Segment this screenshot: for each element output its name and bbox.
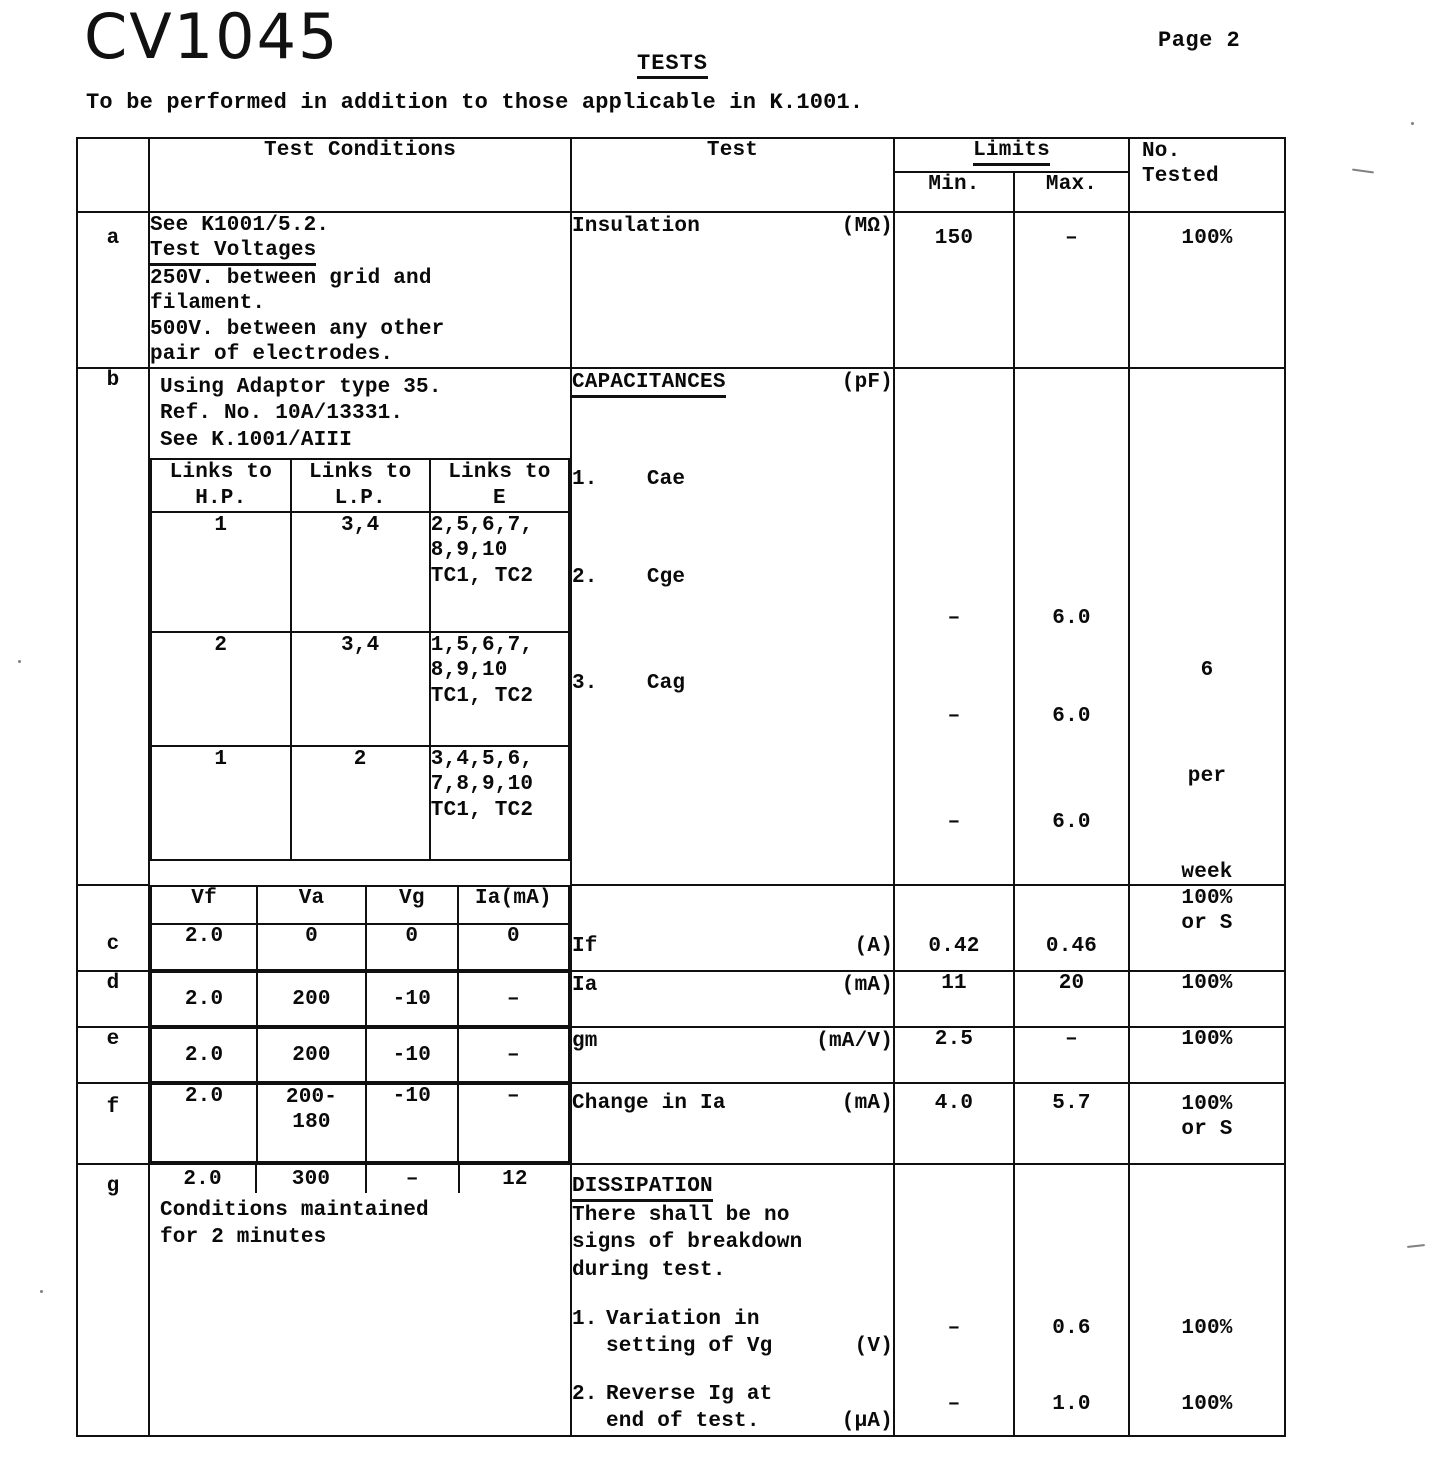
- dissipation-item-2-no-tested: 100%: [1181, 1393, 1233, 1417]
- links-row1-hp: 1: [151, 512, 291, 632]
- row-c-min: 0.42: [894, 885, 1014, 971]
- row-c-vf: 2.0: [151, 924, 257, 970]
- row-ref-g: g: [77, 1164, 149, 1436]
- row-b-no-tested-line2: per: [1187, 765, 1227, 789]
- cdef-header-va: Va: [257, 886, 366, 924]
- dissipation-item-1-line2: setting of Vg: [606, 1335, 773, 1359]
- row-e-test-unit: (mA/V): [816, 1030, 893, 1054]
- row-f-no-tested-line1: 100%: [1181, 1093, 1233, 1117]
- cdef-header-vg: Vg: [366, 886, 458, 924]
- table-header-row: [77, 138, 1285, 172]
- links-header-row: [151, 459, 569, 511]
- cdef-header-ia: Ia(mA): [458, 886, 569, 924]
- row-e-va: 200: [257, 1028, 366, 1082]
- row-d-vf: 2.0: [151, 972, 257, 1026]
- row-a-no-tested: 100%: [1129, 212, 1285, 368]
- links-row1-lp: 3,4: [291, 512, 430, 632]
- cap-item-1-no: 1.: [572, 468, 598, 492]
- header-cell-test: Test: [571, 138, 894, 212]
- row-a-min: 150: [894, 212, 1014, 368]
- row-g-value-strip: [150, 1165, 570, 1193]
- row-f-test-name: Change in Ia: [572, 1092, 726, 1116]
- row-g-test-line2: signs of breakdown: [572, 1231, 803, 1255]
- row-e-vf: 2.0: [151, 1028, 257, 1082]
- header-cell-blank: [77, 138, 149, 212]
- cap-item-3-max: 6.0: [1052, 811, 1091, 835]
- document-subtitle: To be performed in addition to those applicable in K.1001.: [86, 90, 864, 115]
- row-d-vg: -10: [366, 972, 458, 1026]
- row-a-conditions: [149, 212, 571, 368]
- row-e-subtable: [150, 1027, 570, 1083]
- links-row-3: [151, 746, 569, 860]
- row-b-no-tested-line1: 6: [1200, 659, 1214, 683]
- links-hp-header: [151, 459, 291, 511]
- row-g-min-col: [894, 1164, 1014, 1436]
- row-f-va-line1: 200-: [285, 1086, 338, 1110]
- row-d-values: [151, 972, 569, 1026]
- row-c-no-tested: [1129, 885, 1285, 971]
- cap-item-2-name: Cge: [646, 566, 686, 590]
- links-row2-e-line2: 8,9,10: [430, 659, 508, 683]
- row-c-no-tested-line2: or S: [1181, 912, 1233, 936]
- dissipation-item-2-unit: (μA): [841, 1409, 893, 1433]
- cdef-subtable: [150, 885, 570, 971]
- header-cell-no-tested: [1129, 138, 1285, 212]
- scan-speckle: [18, 660, 21, 663]
- row-c-test-name: If: [572, 934, 598, 958]
- header-no-tested-line1: No.: [1142, 140, 1181, 163]
- row-a-test-name: Insulation: [572, 215, 701, 238]
- row-g-va: 300: [257, 1165, 367, 1193]
- table-row-f: [77, 1083, 1285, 1164]
- row-d-test-name: Ia: [572, 974, 598, 998]
- tests-table: [76, 137, 1286, 1437]
- table-row-c: [77, 885, 1285, 971]
- row-g-vf: 2.0: [150, 1165, 257, 1193]
- row-f-vg: -10: [366, 1084, 458, 1162]
- cap-item-1-min: –: [947, 607, 961, 631]
- links-row2-e-line1: 1,5,6,7,: [430, 633, 534, 657]
- row-e-test-name: gm: [572, 1030, 598, 1054]
- row-a-cond-heading: [150, 238, 570, 266]
- row-a-test: [571, 212, 894, 368]
- row-a-cond-line2: 250V. between grid and: [150, 267, 432, 291]
- row-d-no-tested: 100%: [1129, 971, 1285, 1027]
- scan-speckle: [1411, 122, 1414, 125]
- tests-section-heading: TESTS: [637, 52, 708, 79]
- row-d-test-unit: (mA): [841, 974, 893, 998]
- links-lp-line2: L.P.: [334, 486, 386, 510]
- row-f-test-unit: (mA): [841, 1092, 893, 1116]
- row-c-max: 0.46: [1014, 885, 1129, 971]
- row-f-no-tested: [1129, 1083, 1285, 1164]
- scan-speckle: [1352, 168, 1374, 173]
- row-g-cond-note: [150, 1193, 570, 1260]
- cap-item-3-name: Cag: [646, 672, 686, 696]
- row-b-adaptor-line3: See K.1001/AIII: [160, 428, 353, 452]
- row-e-values: [151, 1028, 569, 1082]
- dissipation-item-2-line2: end of test.: [606, 1409, 760, 1433]
- row-g-test: [571, 1164, 894, 1436]
- row-ref-a: a: [77, 212, 149, 368]
- row-a-max: –: [1014, 212, 1129, 368]
- dissipation-item-1-max: 0.6: [1052, 1317, 1091, 1341]
- row-c-no-tested-line1: 100%: [1181, 887, 1233, 911]
- row-e-conditions: [149, 1027, 571, 1083]
- table-row-e: [77, 1027, 1285, 1083]
- links-row2-e: [430, 632, 569, 746]
- row-b-adaptor-line2: Ref. No. 10A/13331.: [160, 402, 404, 426]
- row-a-cond-line5: pair of electrodes.: [150, 342, 394, 366]
- links-row2-hp: 2: [151, 632, 291, 746]
- links-row1-e-line1: 2,5,6,7,: [430, 513, 534, 537]
- row-c-test-unit: (A): [854, 934, 893, 958]
- row-e-vg: -10: [366, 1028, 458, 1082]
- cap-item-2-no: 2.: [572, 566, 598, 590]
- links-e-header: [430, 459, 569, 511]
- row-f-vf: 2.0: [151, 1084, 257, 1162]
- cap-item-2-min: –: [947, 705, 961, 729]
- header-cell-limits: [894, 138, 1129, 172]
- links-subtable: [150, 458, 570, 860]
- links-row3-hp: 1: [151, 746, 291, 860]
- row-b-no-tested: [1129, 368, 1285, 885]
- table-row-a: [77, 212, 1285, 368]
- capacitances-title: CAPACITANCES: [572, 371, 726, 398]
- capacitances-unit: (pF): [841, 371, 893, 395]
- links-row1-e-line2: 8,9,10: [430, 539, 508, 563]
- dissipation-item-1-unit: (V): [854, 1335, 893, 1359]
- links-row2-lp: 3,4: [291, 632, 430, 746]
- row-e-test: [571, 1027, 894, 1083]
- row-b-max-col: [1014, 368, 1129, 885]
- row-b-adaptor-note: [150, 369, 570, 458]
- links-row3-e-line1: 3,4,5,6,: [430, 747, 534, 771]
- links-lp-header: [291, 459, 430, 511]
- dissipation-title-wrap: [572, 1173, 893, 1202]
- row-f-ia: –: [458, 1084, 569, 1162]
- table-row-g: [77, 1164, 1285, 1436]
- dissipation-title: DISSIPATION: [572, 1175, 713, 1202]
- links-row2-e-line3: TC1, TC2: [430, 684, 534, 708]
- dissipation-item-1-no-tested: 100%: [1181, 1317, 1233, 1341]
- row-f-va-line2: 180: [292, 1111, 331, 1135]
- links-lp-line1: Links to: [308, 461, 412, 485]
- cap-item-3-no: 3.: [572, 672, 598, 696]
- links-hp-line1: Links to: [169, 461, 273, 485]
- cdef-header-row: [151, 886, 569, 924]
- row-d-test: [571, 971, 894, 1027]
- header-cell-max: Max.: [1014, 172, 1129, 212]
- row-f-conditions: [149, 1083, 571, 1164]
- header-no-tested-line2: Tested: [1142, 165, 1219, 189]
- links-e-line1: Links to: [448, 461, 551, 485]
- links-row-1: [151, 512, 569, 632]
- header-limits-label: Limits: [973, 139, 1050, 166]
- dissipation-item-2-line1: Reverse Ig at: [606, 1382, 773, 1406]
- row-g-conditions: [149, 1164, 571, 1436]
- cap-item-3-min: –: [947, 811, 961, 835]
- row-a-test-unit: (MΩ): [841, 215, 893, 238]
- table-row-d: [77, 971, 1285, 1027]
- links-row3-e-line2: 7,8,9,10: [430, 773, 534, 797]
- row-d-subtable: [150, 971, 570, 1027]
- row-g-cond-line2: for 2 minutes: [160, 1226, 327, 1250]
- row-d-ia: –: [458, 972, 569, 1026]
- row-f-values: [151, 1084, 569, 1162]
- row-f-va: [257, 1084, 366, 1162]
- test-voltages-label: Test Voltages: [150, 239, 316, 266]
- cap-item-1: [572, 466, 893, 564]
- cdef-header-vf: Vf: [151, 886, 257, 924]
- row-c-vg: 0: [366, 924, 458, 970]
- links-e-line2: E: [492, 486, 506, 510]
- row-b-test: [571, 368, 894, 885]
- row-ref-c: c: [77, 885, 149, 971]
- page-number-label: Page 2: [1158, 28, 1241, 53]
- header-cell-test-conditions: Test Conditions: [149, 138, 571, 212]
- row-ref-b: b: [77, 368, 149, 885]
- row-g-vg: –: [367, 1165, 460, 1193]
- row-f-min: 4.0: [894, 1083, 1014, 1164]
- page-header: [0, 0, 1445, 135]
- dissipation-item-1-no: 1.: [572, 1308, 598, 1332]
- row-c-values: [151, 924, 569, 970]
- row-e-min: 2.5: [894, 1027, 1014, 1083]
- row-f-test: [571, 1083, 894, 1164]
- row-g-test-line3: during test.: [572, 1258, 726, 1282]
- row-f-max: 5.7: [1014, 1083, 1129, 1164]
- links-row3-lp: 2: [291, 746, 430, 860]
- row-b-adaptor-line1: Using Adaptor type 35.: [160, 376, 442, 400]
- dissipation-item-1: [572, 1306, 893, 1361]
- row-a-cond-line1: See K1001/5.2.: [150, 214, 330, 237]
- row-e-max: –: [1014, 1027, 1129, 1083]
- dissipation-item-2-no: 2.: [572, 1382, 598, 1406]
- row-ref-e: e: [77, 1027, 149, 1083]
- dissipation-item-1-min: –: [947, 1317, 961, 1341]
- row-g-test-line1: There shall be no: [572, 1204, 790, 1228]
- dissipation-item-2: [572, 1381, 893, 1436]
- row-a-cond-line4: 500V. between any other: [150, 317, 445, 341]
- cap-item-1-name: Cae: [646, 468, 686, 492]
- links-row3-e: [430, 746, 569, 860]
- dissipation-item-2-max: 1.0: [1052, 1393, 1091, 1417]
- cap-item-2: [572, 564, 893, 670]
- row-c-conditions: [149, 885, 571, 971]
- row-c-ia: 0: [458, 924, 569, 970]
- row-d-min: 11: [894, 971, 1014, 1027]
- links-row1-e: [430, 512, 569, 632]
- row-g-no-tested-col: [1129, 1164, 1285, 1436]
- header-cell-min: Min.: [894, 172, 1014, 212]
- row-g-cond-line1: Conditions maintained: [160, 1199, 429, 1223]
- row-g-max-col: [1014, 1164, 1129, 1436]
- cap-item-3: [572, 670, 893, 697]
- row-f-no-tested-line2: or S: [1181, 1118, 1233, 1142]
- scan-speckle: [40, 1290, 43, 1293]
- row-b-conditions: [149, 368, 571, 885]
- document-code-title: CV1045: [84, 0, 340, 73]
- row-b-min-col: [894, 368, 1014, 885]
- dissipation-item-1-line1: Variation in: [606, 1308, 760, 1332]
- links-row1-e-line3: TC1, TC2: [430, 564, 534, 588]
- scan-speckle: [1407, 1244, 1425, 1248]
- row-c-test: [571, 885, 894, 971]
- row-d-conditions: [149, 971, 571, 1027]
- links-hp-line2: H.P.: [195, 486, 247, 510]
- row-f-subtable: [150, 1083, 570, 1163]
- row-g-ia: 12: [502, 1168, 528, 1192]
- row-e-ia: –: [458, 1028, 569, 1082]
- row-b-no-tested-line3: week: [1181, 861, 1233, 885]
- row-ref-d: d: [77, 971, 149, 1027]
- row-ref-f: f: [77, 1083, 149, 1164]
- dissipation-item-2-min: –: [947, 1393, 961, 1417]
- cap-item-2-max: 6.0: [1052, 705, 1091, 729]
- row-c-va: 0: [257, 924, 366, 970]
- row-a-cond-line3: filament.: [150, 292, 266, 316]
- links-row-2: [151, 632, 569, 746]
- table-row-b: [77, 368, 1285, 885]
- row-e-no-tested: 100%: [1129, 1027, 1285, 1083]
- links-row3-e-line3: TC1, TC2: [430, 798, 534, 822]
- cap-item-1-max: 6.0: [1052, 607, 1091, 631]
- row-d-max: 20: [1014, 971, 1129, 1027]
- row-d-va: 200: [257, 972, 366, 1026]
